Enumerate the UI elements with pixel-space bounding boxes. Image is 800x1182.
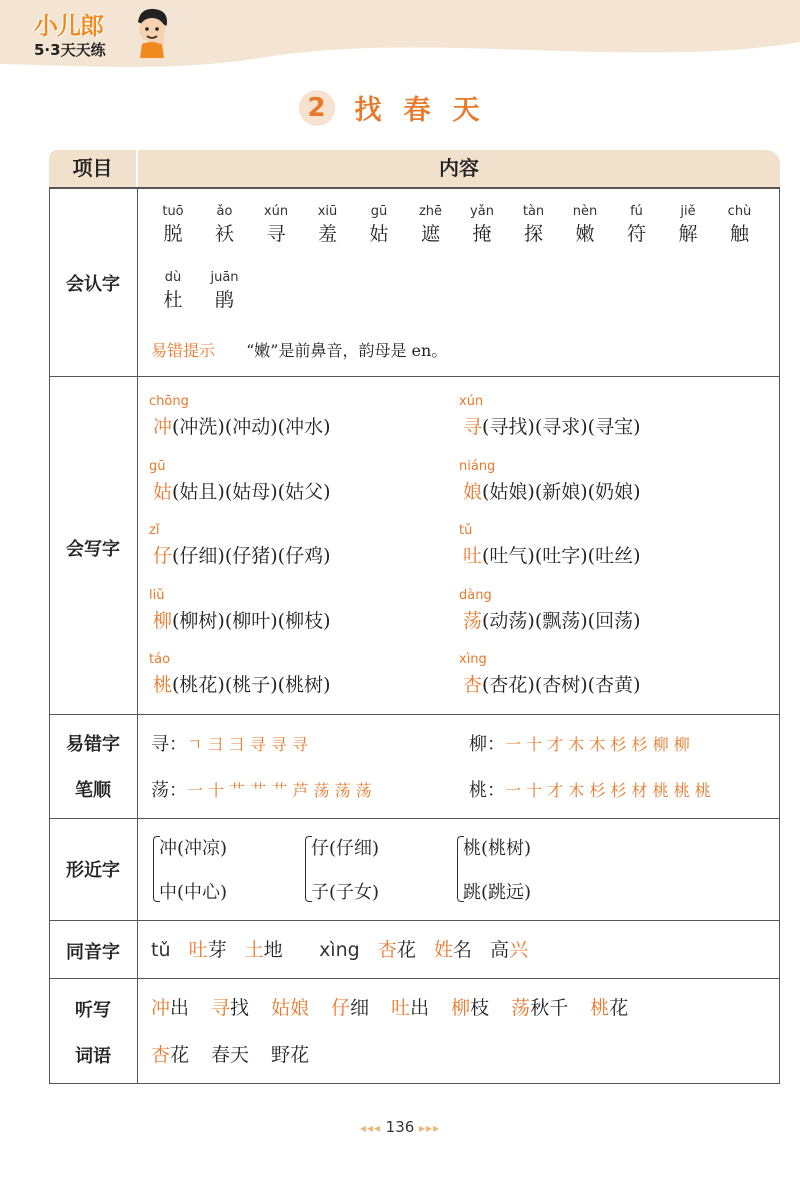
row-label-tingxie-2: 词语 xyxy=(75,1046,111,1067)
dictation-word xyxy=(271,997,309,1019)
write-char: 柳 xyxy=(153,609,173,632)
pinyin-char xyxy=(666,204,710,246)
stroke-sequence: ㄱ ⺕ 彐 寻 寻 寻 xyxy=(187,735,308,754)
write-pinyin: táo xyxy=(149,652,171,667)
stroke-order xyxy=(151,730,308,756)
lesson-name: 找春天 xyxy=(354,95,502,126)
dictation-word xyxy=(211,997,249,1019)
hanzi: 羞 xyxy=(317,223,337,245)
write-char-line xyxy=(463,412,641,439)
dictation-key: 杏 xyxy=(151,1044,171,1066)
dictation-rest: 秋千 xyxy=(530,997,569,1019)
stroke-order xyxy=(469,776,711,802)
pinyin: chù xyxy=(727,204,752,219)
write-words: (动荡)(飘荡)(回荡) xyxy=(482,609,641,632)
stroke-char: 柳： xyxy=(469,734,505,755)
dictation-word xyxy=(151,1044,189,1066)
stroke-sequence: 一 十 才 木 杉 杉 材 桃 桃 桃 xyxy=(505,781,711,800)
write-char-line xyxy=(153,541,331,568)
pinyin-char xyxy=(203,204,247,246)
write-words: (姑且)(姑母)(姑父) xyxy=(172,480,331,503)
homophone-line: tǔ 吐芽 土地 xìng 杏花 姓名 高兴 xyxy=(151,939,529,961)
pinyin-char xyxy=(409,204,453,246)
write-char: 寻 xyxy=(463,416,483,438)
write-pinyin: zǐ xyxy=(149,523,160,538)
hanzi: 姑 xyxy=(369,223,389,245)
pinyin: zhē xyxy=(418,204,443,219)
write-char: 荡 xyxy=(463,609,483,632)
row-divider xyxy=(49,818,780,819)
dictation-key: 吐 xyxy=(391,997,411,1019)
tip-title: 易错提示 xyxy=(151,341,216,360)
row-divider xyxy=(49,978,780,979)
dictation-key: 冲 xyxy=(151,997,171,1019)
write-char: 杏 xyxy=(463,674,483,696)
dictation-word xyxy=(391,997,429,1019)
write-char: 桃 xyxy=(153,674,173,696)
pinyin: nèn xyxy=(572,204,598,219)
dictation-row2 xyxy=(151,1040,309,1067)
pinyin-char xyxy=(151,204,195,246)
write-char-line xyxy=(463,606,641,633)
hanzi: 掩 xyxy=(472,223,492,245)
pinyin-char xyxy=(254,204,298,246)
pinyin-char xyxy=(718,204,762,246)
hanzi: 探 xyxy=(523,223,543,245)
row-label-bishun-2: 笔顺 xyxy=(75,780,111,801)
row-label-xiezi: 会写字 xyxy=(66,539,120,560)
row-label-renzi: 会认字 xyxy=(66,274,120,295)
write-char-line xyxy=(463,541,641,568)
dictation-word xyxy=(511,997,568,1019)
stroke-char: 桃： xyxy=(469,780,505,801)
hanzi: 符 xyxy=(626,223,646,245)
write-pinyin: niáng xyxy=(459,458,496,474)
write-char-line xyxy=(153,477,331,504)
dictation-rest: 春天 xyxy=(211,1044,250,1066)
write-pinyin: xìng xyxy=(459,652,487,667)
pinyin-char xyxy=(512,204,556,246)
similar-word: 中(中心) xyxy=(159,882,228,903)
stroke-order xyxy=(151,776,372,802)
write-char-line xyxy=(153,412,331,439)
header-item-col: 项目 xyxy=(49,150,136,187)
dictation-key: 桃 xyxy=(590,997,610,1019)
dictation-rest: 花 xyxy=(609,997,629,1019)
row-label-tongyin: 同音字 xyxy=(66,942,120,963)
mistake-tip xyxy=(151,338,447,361)
row-label-tingxie-1: 听写 xyxy=(75,1000,111,1021)
stroke-sequence: 一 十 艹 艹 艹 芦 荡 荡 荡 xyxy=(187,781,372,800)
pinyin: fú xyxy=(630,204,643,219)
similar-word: 仔(仔细) xyxy=(311,838,380,859)
dictation-key: 荡 xyxy=(511,997,531,1019)
dictation-rest: 出 xyxy=(170,997,190,1019)
stroke-char: 寻： xyxy=(151,734,187,755)
brand-subtitle: 5·3天天练 xyxy=(34,41,106,59)
dictation-word xyxy=(590,997,628,1019)
write-char-line xyxy=(463,477,641,504)
hanzi: 袄 xyxy=(214,223,234,245)
write-words: (寻找)(寻求)(寻宝) xyxy=(482,416,641,438)
lesson-table xyxy=(49,150,780,1082)
pinyin-char xyxy=(357,204,401,246)
write-char: 吐 xyxy=(463,545,483,567)
dictation-word xyxy=(271,1044,309,1066)
write-pinyin: liǔ xyxy=(149,587,165,603)
dictation-word xyxy=(211,1044,249,1066)
pinyin-char xyxy=(306,204,350,246)
hanzi: 解 xyxy=(678,223,698,245)
pinyin: gū xyxy=(370,204,388,219)
write-char: 冲 xyxy=(153,416,173,438)
pinyin: tàn xyxy=(522,204,545,219)
similar-word: 冲(冲凉) xyxy=(159,838,228,859)
pinyin: tuō xyxy=(162,204,184,219)
page-number: 136 xyxy=(385,1118,415,1136)
dictation-rest: 枝 xyxy=(470,997,490,1019)
row-divider xyxy=(49,376,780,377)
hanzi: 脱 xyxy=(163,223,183,245)
column-divider xyxy=(137,187,138,1083)
dictation-word xyxy=(451,997,489,1019)
write-char-line xyxy=(153,606,331,633)
page-footer xyxy=(0,1118,800,1136)
write-words: (杏花)(杏树)(杏黄) xyxy=(482,674,641,696)
row-divider xyxy=(49,714,780,715)
tip-text: “嫩”是前鼻音，韵母是 en。 xyxy=(246,341,448,360)
lesson-title xyxy=(0,88,800,127)
write-char: 娘 xyxy=(463,480,483,503)
stroke-char: 荡： xyxy=(151,780,187,801)
dictation-key: 柳 xyxy=(451,997,471,1019)
hanzi: 嫩 xyxy=(575,223,595,245)
dictation-rest: 找 xyxy=(230,997,250,1019)
hanzi: 触 xyxy=(729,223,749,245)
write-pinyin: chōng xyxy=(149,394,189,409)
write-char-line xyxy=(463,670,641,697)
pinyin-char xyxy=(151,270,195,312)
dictation-rest: 野花 xyxy=(271,1044,310,1066)
pinyin: xún xyxy=(263,204,289,219)
lesson-number: 2 xyxy=(299,90,335,126)
row-label-bishun-1: 易错字 xyxy=(66,734,120,755)
pinyin-char xyxy=(460,204,504,246)
write-pinyin: dàng xyxy=(459,587,492,603)
hanzi: 杜 xyxy=(163,289,183,311)
hanzi: 遮 xyxy=(420,223,440,245)
similar-word: 子(子女) xyxy=(311,882,380,903)
write-pinyin: gū xyxy=(149,458,166,474)
dictation-row1 xyxy=(151,993,628,1020)
write-char-line xyxy=(153,670,331,697)
pinyin: xiū xyxy=(317,204,338,219)
mascot-boy-icon xyxy=(132,6,172,58)
banner-wave xyxy=(0,0,800,70)
write-words: (仔细)(仔猪)(仔鸡) xyxy=(172,545,331,567)
dictation-key: 寻 xyxy=(211,997,231,1019)
write-char: 仔 xyxy=(153,545,173,567)
dictation-key: 姑娘 xyxy=(271,997,310,1019)
hanzi: 寻 xyxy=(266,223,286,245)
stroke-sequence: 一 十 才 木 木 杉 杉 柳 柳 xyxy=(505,735,690,754)
top-banner xyxy=(0,0,800,70)
write-pinyin: xún xyxy=(459,394,484,409)
stroke-order xyxy=(469,730,690,756)
pinyin-char xyxy=(615,204,659,246)
pinyin-char xyxy=(203,270,247,312)
write-words: (姑娘)(新娘)(奶娘) xyxy=(482,480,641,503)
row-label-xingjin: 形近字 xyxy=(66,860,120,881)
dictation-word xyxy=(331,997,369,1019)
brand xyxy=(34,6,106,60)
row-divider xyxy=(49,920,780,921)
write-words: (吐气)(吐字)(吐丝) xyxy=(482,545,641,567)
pinyin: ǎo xyxy=(216,204,233,219)
dictation-rest: 花 xyxy=(170,1044,190,1066)
write-words: (冲洗)(冲动)(冲水) xyxy=(172,416,331,438)
write-pinyin: tǔ xyxy=(459,523,473,538)
header-content-col: 内容 xyxy=(138,150,780,187)
dictation-rest: 出 xyxy=(410,997,430,1019)
pinyin: juān xyxy=(210,270,239,285)
dictation-word xyxy=(151,997,189,1019)
next-arrows-icon: ▸▸▸ xyxy=(419,1121,441,1135)
similar-word: 桃(桃树) xyxy=(463,838,532,859)
hanzi: 鹃 xyxy=(214,289,234,311)
dictation-key: 仔 xyxy=(331,997,351,1019)
dictation-rest: 细 xyxy=(350,997,370,1019)
pinyin: jiě xyxy=(680,204,696,219)
write-char: 姑 xyxy=(153,480,173,503)
pinyin: dù xyxy=(164,270,182,285)
pinyin: yǎn xyxy=(470,204,494,219)
pinyin-char xyxy=(563,204,607,246)
brand-logo: 小儿郎 xyxy=(34,12,103,40)
write-words: (桃花)(桃子)(桃树) xyxy=(172,674,331,696)
prev-arrows-icon: ◂◂◂ xyxy=(359,1121,381,1135)
similar-word: 跳(跳远) xyxy=(463,882,532,903)
write-words: (柳树)(柳叶)(柳枝) xyxy=(172,609,331,632)
